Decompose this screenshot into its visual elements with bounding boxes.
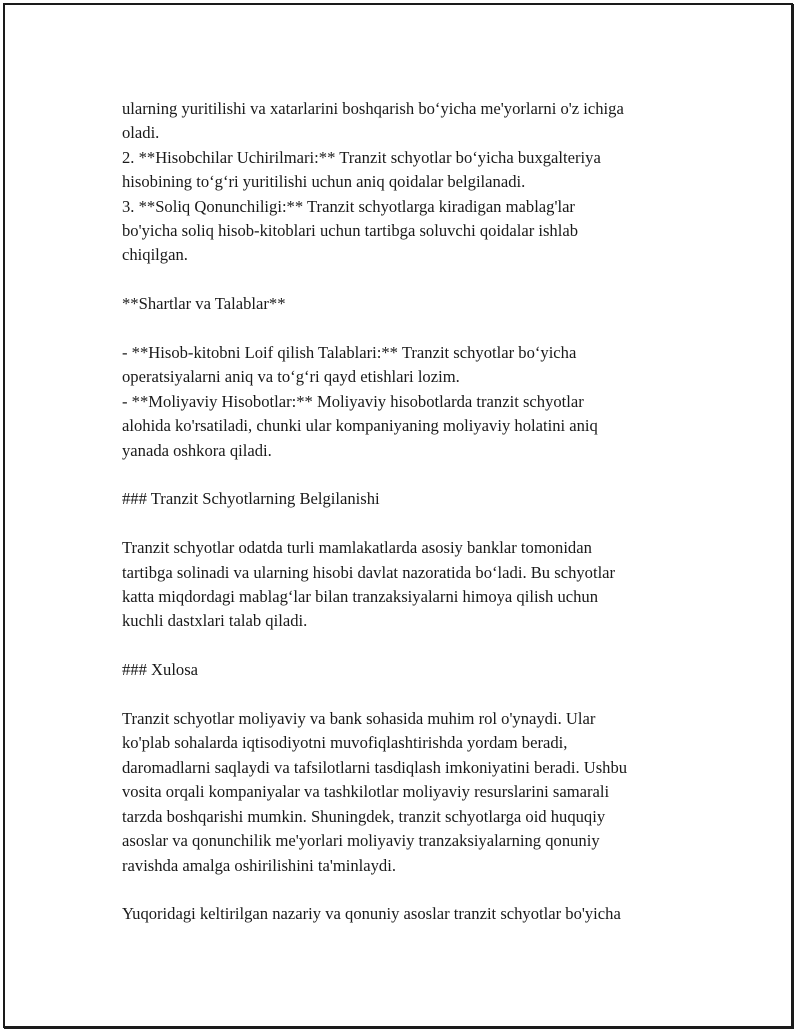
document-body: [122, 97, 702, 927]
paragraph-requirements-list: [122, 341, 702, 463]
text-line: Tranzit schyotlar moliyaviy va bank sohasida muhim rol o'ynaydi. Ular: [122, 709, 596, 729]
text-line: vosita orqali kompaniyalar va tashkilotlar moliyaviy resurslarini samarali: [122, 782, 610, 802]
paragraph-regulations-list: [122, 97, 702, 268]
text-line: Yuqoridagi keltirilgan nazariy va qonuniy asoslar tranzit schyotlar bo'yicha: [122, 904, 621, 924]
text-line: ularning yuritilishi va xatarlarini boshqarish bo‘yicha me'yorlarni o'z ichiga: [122, 99, 624, 118]
paragraph-spacer: [122, 878, 702, 902]
paragraph-spacer: [122, 463, 702, 487]
paragraph-spacer: [122, 683, 702, 707]
text-line: - **Moliyaviy Hisobotlar:** Moliyaviy hisobotlarda tranzit schyotlar: [122, 391, 584, 411]
text-line: chiqilgan.: [122, 245, 188, 265]
text-line: kuchli dastxlari talab qiladi.: [122, 611, 308, 631]
paragraph-spacer: [122, 512, 702, 536]
text-line: oladi.: [122, 123, 160, 143]
text-line: yanada oshkora qiladi.: [122, 440, 272, 460]
text-line: ### Tranzit Schyotlarning Belgilanishi: [122, 489, 380, 509]
paragraph-closing: [122, 902, 702, 926]
page-frame: [3, 3, 793, 1028]
text-line: - **Hisob-kitobni Loif qilish Talablari:** Tranzit schyotlar bo‘yicha: [122, 343, 577, 363]
text-line: katta miqdordagi mablag‘lar bilan tranzaksiyalarni himoya qilish uchun: [122, 587, 599, 607]
text-line: ravishda amalga oshirilishini ta'minlaydi.: [122, 855, 396, 875]
text-line: asoslar va qonunchilik me'yorlari moliyaviy tranzaksiyalarning qonuniy: [122, 831, 600, 851]
paragraph-designation: [122, 536, 702, 634]
text-line: bo'yicha soliq hisob-kitoblari uchun tartibga soluvchi qoidalar ishlab: [122, 221, 579, 241]
text-line: hisobining to‘g‘ri yuritilishi uchun aniq qoidalar belgilanadi.: [122, 172, 526, 192]
text-line: **Shartlar va Talablar**: [122, 294, 286, 314]
heading-conclusion: [122, 658, 702, 682]
text-line: tartibga solinadi va ularning hisobi davlat nazoratida bo‘ladi. Bu schyotlar: [122, 562, 616, 582]
text-line: ko'plab sohalarda iqtisodiyotni muvofiqlashtirishda yordam beradi,: [122, 733, 568, 753]
paragraph-conclusion: [122, 707, 702, 878]
text-line: 2. **Hisobchilar Uchirilmari:** Tranzit schyotlar bo‘yicha buxgalteriya: [122, 147, 601, 167]
paragraph-spacer: [122, 634, 702, 658]
paragraph-spacer: [122, 268, 702, 292]
heading-designation: [122, 487, 702, 511]
text-line: Tranzit schyotlar odatda turli mamlakatlarda asosiy banklar tomonidan: [122, 538, 592, 558]
text-line: operatsiyalarni aniq va to‘g‘ri qayd etishlari lozim.: [122, 367, 460, 387]
text-line: daromadlarni saqlaydi va tafsilotlarni tasdiqlash imkoniyatini beradi. Ushbu: [122, 757, 628, 777]
heading-conditions: [122, 292, 702, 316]
text-line: 3. **Soliq Qonunchiligi:** Tranzit schyotlarga kiradigan mablag'lar: [122, 196, 575, 216]
text-line: alohida ko'rsatiladi, chunki ular kompaniyaning moliyaviy holatini aniq: [122, 416, 598, 436]
paragraph-spacer: [122, 317, 702, 341]
text-line: tarzda boshqarishi mumkin. Shuningdek, tranzit schyotlarga oid huquqiy: [122, 806, 606, 826]
text-line: ### Xulosa: [122, 660, 199, 680]
